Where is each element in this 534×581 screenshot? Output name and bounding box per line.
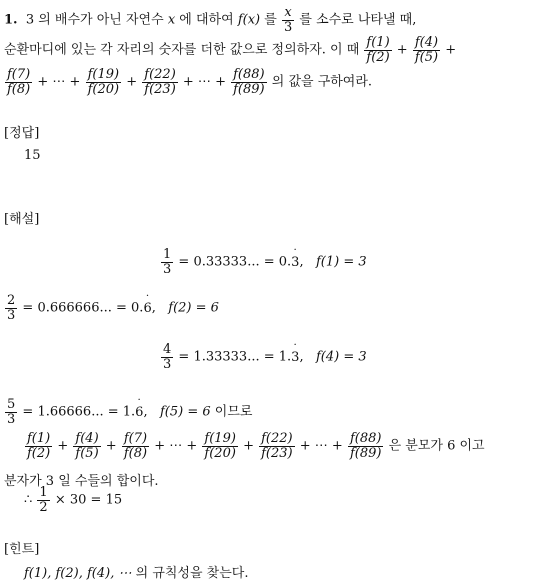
fraction-x-over-3: $\frac{x}{3}$ — [283, 5, 293, 35]
solution-label: [해설] — [4, 212, 40, 227]
plus-sign: + — [445, 42, 457, 58]
cdots: + ⋯ + — [37, 74, 81, 90]
solution-eq-1: $\frac{1}{3}$ = 0.33333... = 0.3 ˙, f(1) = 3 — [160, 248, 367, 276]
fraction: $\frac{f(88)}{f(89)}$ — [349, 431, 382, 461]
solution-eq-3: $\frac{4}{3}$ = 1.33333... = 1.3 ˙, f(4) = 3 — [160, 343, 367, 371]
answer-label: [정답] — [4, 126, 40, 141]
fraction: $\frac{f(19)}{f(20)}$ — [87, 67, 120, 97]
fraction: $\frac{f(19)}{f(20)}$ — [204, 431, 236, 461]
problem-number: 1. — [4, 12, 18, 28]
problem-text: 순환마디에 있는 각 자리의 숫자를 더한 값으로 정의하자. 이 때 — [4, 42, 360, 58]
solution-eq-2: $\frac{2}{3}$ = 0.666666... = 0.6 ˙, f(2) = 6 — [4, 294, 219, 322]
fraction: $\frac{2}{3}$ — [7, 293, 16, 323]
fraction: $\frac{f(88)}{f(89)}$ — [233, 67, 265, 97]
math-x: x — [167, 12, 176, 28]
solution-line-next: 분자가 3 일 수들의 합이다. — [4, 474, 159, 489]
hint-label: [힌트] — [4, 542, 40, 557]
answer-value: 15 — [24, 148, 41, 163]
problem-text: 를 — [264, 12, 277, 28]
fraction: $\frac{f(7)}{f(8)}$ — [7, 67, 31, 97]
problem-text: 에 대하여 — [179, 12, 234, 28]
fraction: $\frac{f(7)}{f(8)}$ — [123, 431, 148, 461]
problem-line-3 — [4, 68, 372, 96]
fraction: $\frac{f(1)}{f(2)}$ — [27, 431, 51, 461]
fraction: $\frac{5}{3}$ — [7, 397, 16, 427]
problem-text: 를 소수로 나타낼 때, — [299, 12, 417, 28]
problem-text: 의 값을 구하여라. — [271, 74, 373, 90]
solution-sum: $\frac{f(1)}{f(2)}$ + $\frac{f(4)}{f(5)}$ + $\frac{f(7)}{f(8)}$ + ⋯ + $\frac{f(19)}{f(20)}$ + $\frac{f(22)}{f(23)}$ + ⋯ + $\frac{f(88)}{f(89)}$ 은 분모가 6 이고 — [27, 431, 485, 461]
fraction: $\frac{f(4)}{f(5)}$ — [414, 35, 439, 65]
problem-line-2 — [4, 36, 456, 64]
solution-result: ∴ $\frac{1}{2}$ × 30 = 15 — [24, 485, 123, 515]
solution-eq-4: $\frac{5}{3}$ = 1.66666... = 1.6 ˙, f(5) = 6 이므로 — [4, 398, 252, 426]
fraction: $\frac{f(22)}{f(23)}$ — [144, 67, 176, 97]
plus-sign: + — [396, 42, 408, 58]
math-fx: f(x) — [237, 12, 261, 28]
fraction: $\frac{f(22)}{f(23)}$ — [261, 431, 293, 461]
plus-sign: + — [126, 74, 138, 90]
cdots: + ⋯ + — [182, 74, 226, 90]
fraction: $\frac{1}{3}$ — [163, 247, 172, 277]
fraction-half: $\frac{1}{2}$ — [39, 485, 48, 515]
problem-text: 3 의 배수가 아닌 자연수 — [25, 12, 164, 28]
problem-line-1 — [4, 6, 416, 34]
fraction: $\frac{f(1)}{f(2)}$ — [366, 35, 390, 65]
fraction: $\frac{4}{3}$ — [163, 342, 172, 372]
hint-text: f(1), f(2), f(4), ⋯ 의 규칙성을 찾는다. — [24, 566, 249, 581]
fraction: $\frac{f(4)}{f(5)}$ — [75, 431, 99, 461]
